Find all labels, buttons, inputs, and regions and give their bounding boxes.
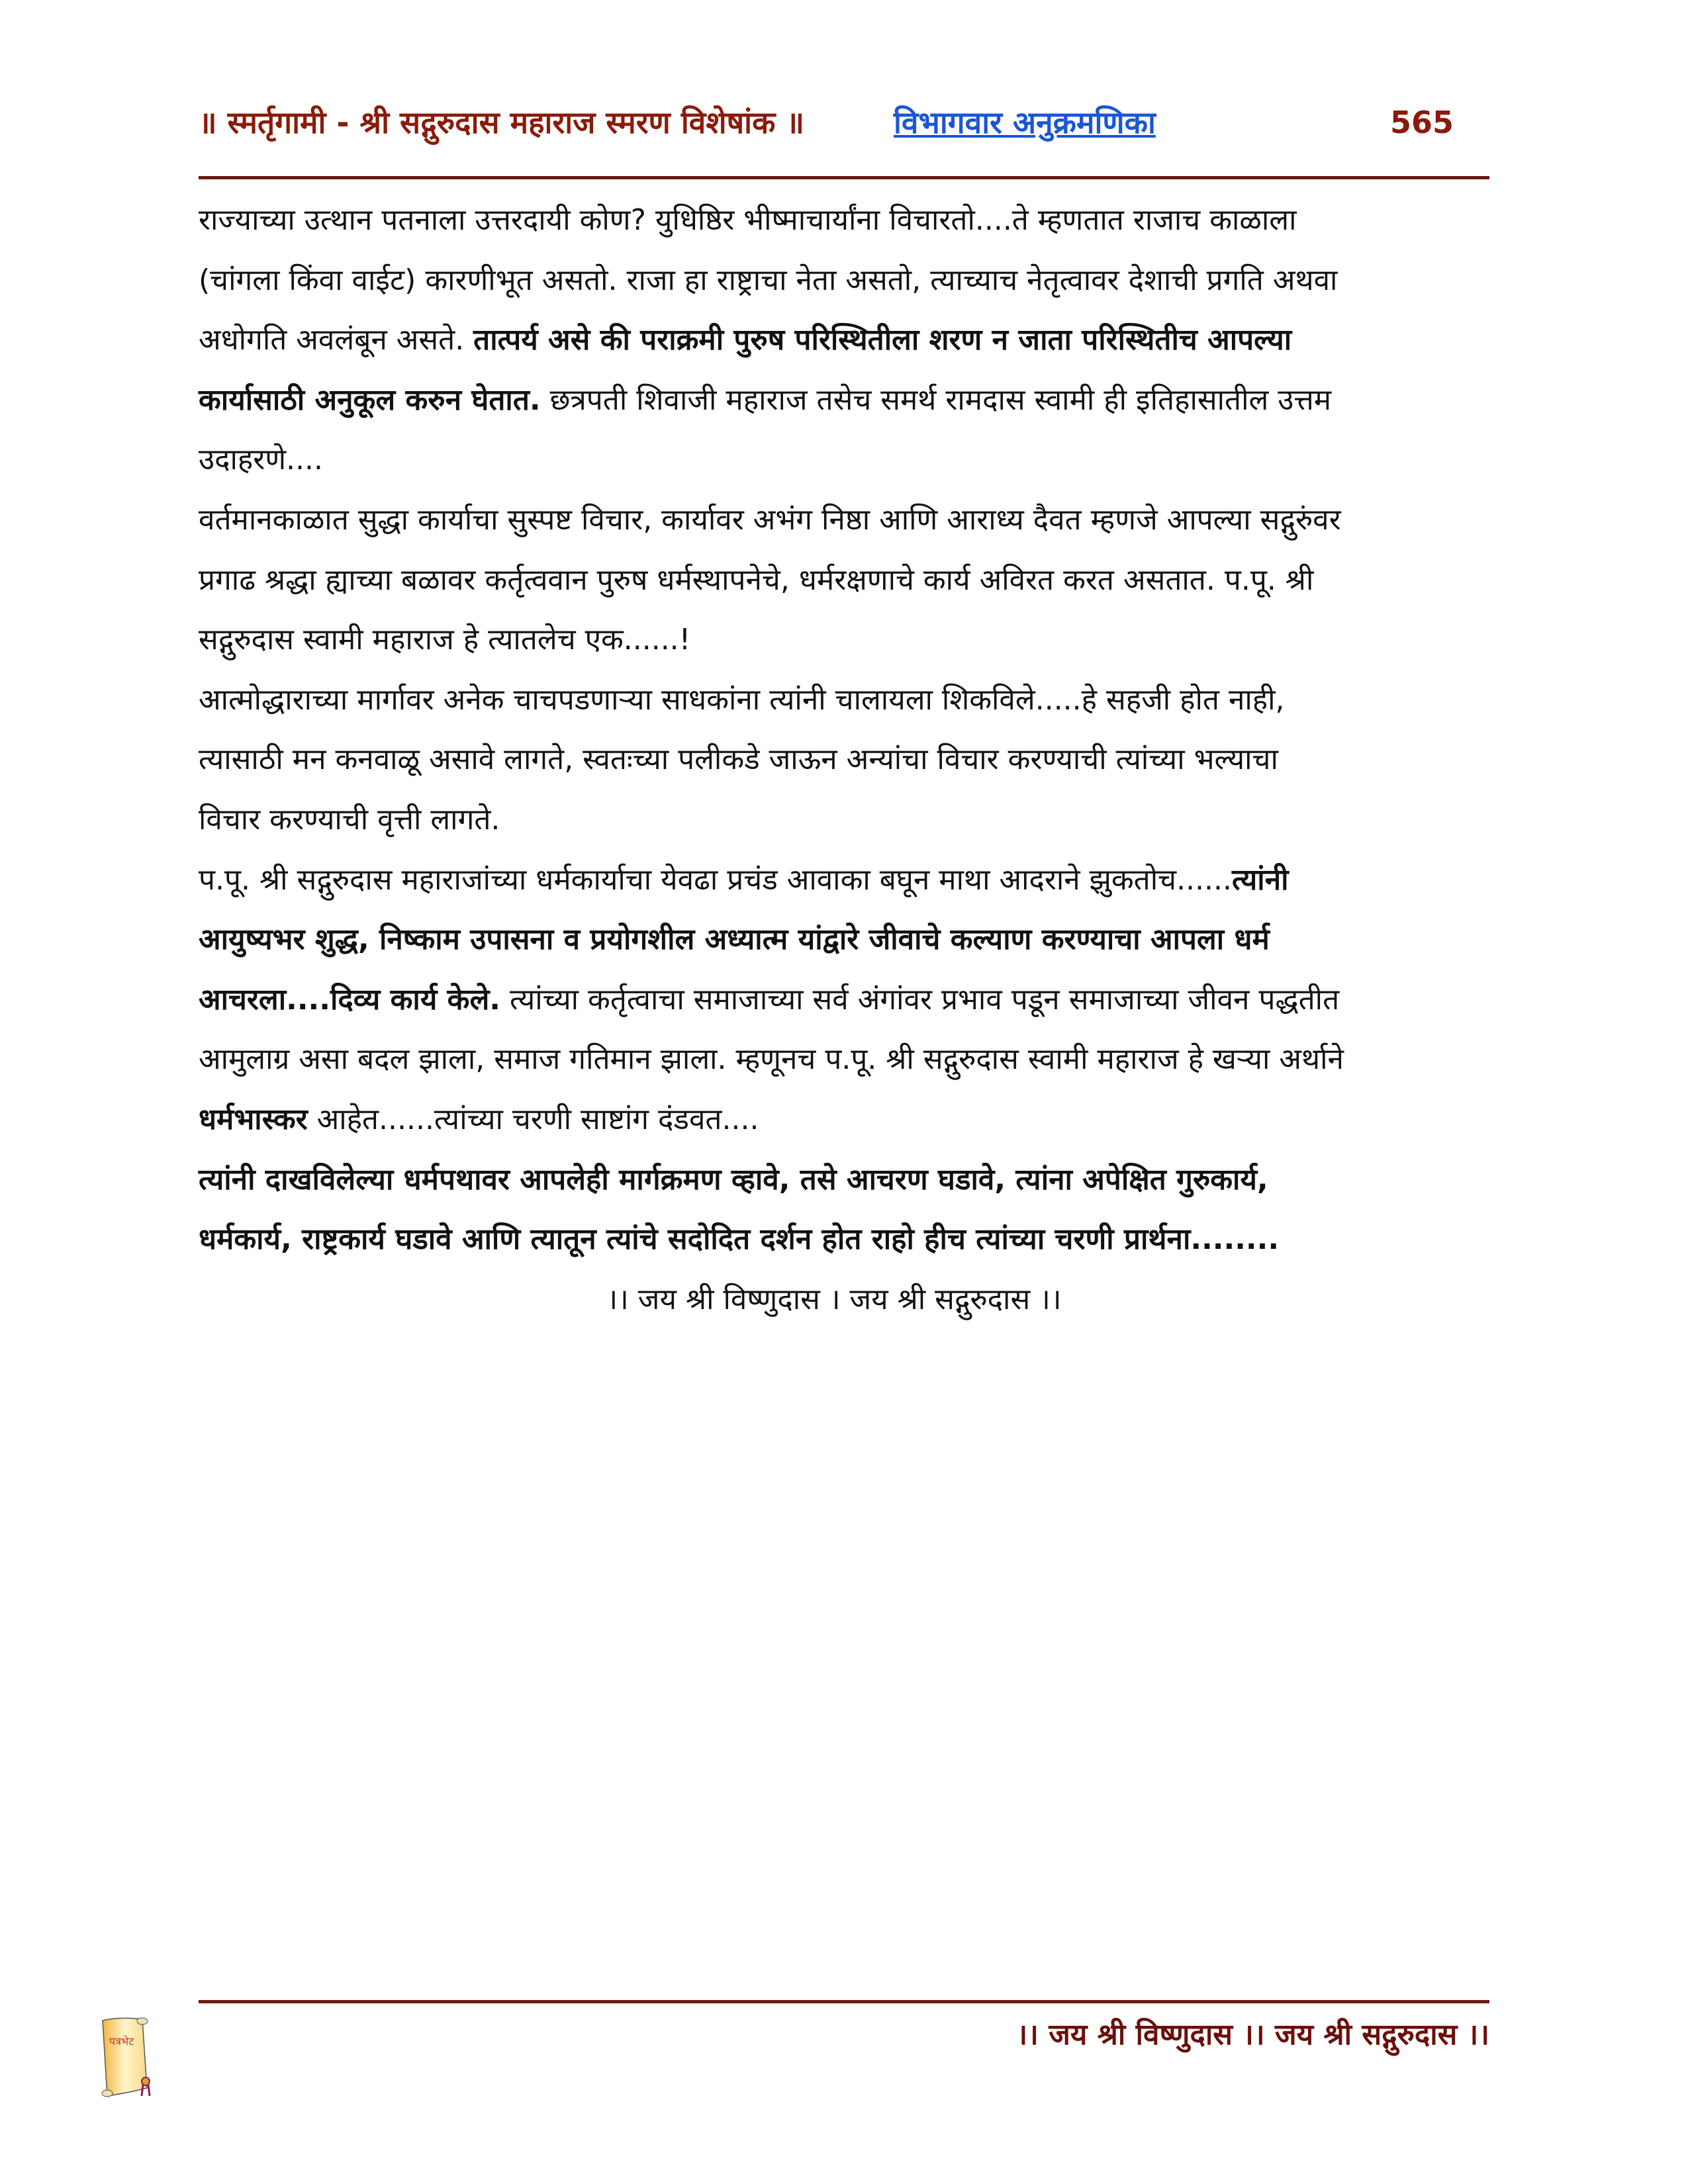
text-segment: (चांगला किंवा वाईट) कारणीभूत असतो. राजा हा राष्ट्राचा नेता असतो, त्याच्याच नेतृत्वावर देशाची प्रगति अथवा <box>199 263 1338 297</box>
bold-text: आयुष्यभर शुद्ध, निष्काम उपासना व प्रयोगशील अध्यात्म यांद्वारे जीवाचे कल्याण करण्याचा आपला धर्म <box>199 923 1270 957</box>
text-line <box>199 1090 1496 1150</box>
footer-text: ।। जय श्री विष्णुदास ।। जय श्री सद्गुरुदास ।। <box>1016 2018 1489 2052</box>
text-line <box>199 551 1496 611</box>
text-line <box>199 1150 1496 1210</box>
text-line <box>199 670 1496 731</box>
text-line <box>199 490 1496 551</box>
patrabhet-scroll-logo <box>93 2015 165 2101</box>
text-line <box>199 730 1496 790</box>
text-line <box>199 310 1496 371</box>
text-line <box>199 850 1496 911</box>
text-segment: विचार करण्याची वृत्ती लागते. <box>199 802 500 837</box>
header-title: ॥ स्मर्तृगामी - श्री सद्गुरुदास महाराज स्मरण विशेषांक ॥ <box>199 105 804 140</box>
text-line <box>199 251 1496 311</box>
text-line <box>199 371 1496 431</box>
bold-text: धर्मकार्य, राष्ट्रकार्य घडावे आणि त्यातून त्यांचे सदोदित दर्शन होत राहो हीच त्यांच्या चरणी प्रार्थना........ <box>199 1222 1280 1257</box>
text-segment: प.पू. श्री सद्गुरुदास महाराजांच्या धर्मकार्याचा येवढा प्रचंड आवाका बघून माथा आदराने झुकतोच...... <box>199 862 1233 897</box>
text-line <box>199 1210 1496 1270</box>
text-segment: त्यांच्या कर्तृत्वाचा समाजाच्या सर्व अंगांवर प्रभाव पडून समाजाच्या जीवन पद्धतीत <box>500 982 1340 1017</box>
text-line <box>199 191 1496 251</box>
closing-salutation: ।। जय श्री विष्णुदास । जय श्री सद्गुरुदास ।। <box>606 1282 1062 1316</box>
svg-text:पत्रभेट: पत्रभेट <box>109 2035 134 2048</box>
text-line <box>199 1030 1496 1090</box>
text-segment: छत्रपती शिवाजी महाराज तसेच समर्थ रामदास स्वामी ही इतिहासातील उत्तम <box>540 383 1332 417</box>
text-segment: आत्मोद्धाराच्या मार्गावर अनेक चाचपडणाऱ्या साधकांना त्यांनी चालायला शिकविले.....हे सहजी होत नाही, <box>199 682 1285 717</box>
text-segment: उदाहरणे.... <box>199 443 323 477</box>
footer-divider <box>199 2000 1489 2003</box>
text-segment: प्रगाढ श्रद्धा ह्याच्या बळावर कर्तृत्ववान पुरुष धर्मस्थापनेचे, धर्मरक्षणाचे कार्य अविरत करत असतात. प.पू. श्री <box>199 563 1314 597</box>
text-segment: सद्गुरुदास स्वामी महाराज हे त्यातलेच एक......! <box>199 623 691 657</box>
text-segment: वर्तमानकाळात सुद्धा कार्याचा सुस्पष्ट विचार, कार्यावर अभंग निष्ठा आणि आराध्य दैवत म्हणजे आपल्या सद्गुरुंवर <box>199 502 1341 537</box>
article-body <box>199 191 1496 1330</box>
text-line <box>199 610 1496 670</box>
text-segment: त्यासाठी मन कनवाळू असावे लागते, स्वतःच्या पलीकडे जाऊन अन्यांचा विचार करण्याची त्यांच्या भल्याचा <box>199 743 1278 777</box>
bold-text: त्यांनी <box>1232 862 1289 897</box>
bold-text: आचरला....दिव्य कार्य केले. <box>199 982 501 1017</box>
bold-text: त्यांनी दाखविलेल्या धर्मपथावर आपलेही मार्गक्रमण व्हावे, तसे आचरण घडावे, त्यांना अपेक्षित गुरुकार्य, <box>199 1162 1268 1197</box>
text-segment: आहेत......त्यांच्या चरणी साष्टांग दंडवत.... <box>307 1102 759 1136</box>
text-segment: आमुलाग्र असा बदल झाला, समाज गतिमान झाला. म्हणूनच प.पू. श्री सद्गुरुदास स्वामी महाराज हे खऱ्या अर्थाने <box>199 1042 1344 1077</box>
text-line <box>199 790 1496 850</box>
text-segment: अधोगति अवलंबून असते. <box>199 323 474 357</box>
text-line <box>199 910 1496 970</box>
bold-text: धर्मभास्कर <box>199 1102 308 1136</box>
bold-text: तात्पर्य असे की पराक्रमी पुरुष परिस्थितीला शरण न जाता परिस्थितीच आपल्या <box>473 323 1292 357</box>
text-line <box>199 970 1496 1030</box>
text-line <box>199 430 1496 490</box>
page-number: 565 <box>1390 105 1454 140</box>
bold-text: कार्यासाठी अनुकूल करुन घेतात. <box>199 383 541 417</box>
index-link[interactable]: विभागवार अनुक्रमणिका <box>894 105 1156 140</box>
text-segment: राज्याच्या उत्थान पतनाला उत्तरदायी कोण? युधिष्ठिर भीष्माचार्यांना विचारतो....ते म्हणतात राजाच काळाला <box>199 203 1297 237</box>
header-divider <box>199 176 1489 179</box>
